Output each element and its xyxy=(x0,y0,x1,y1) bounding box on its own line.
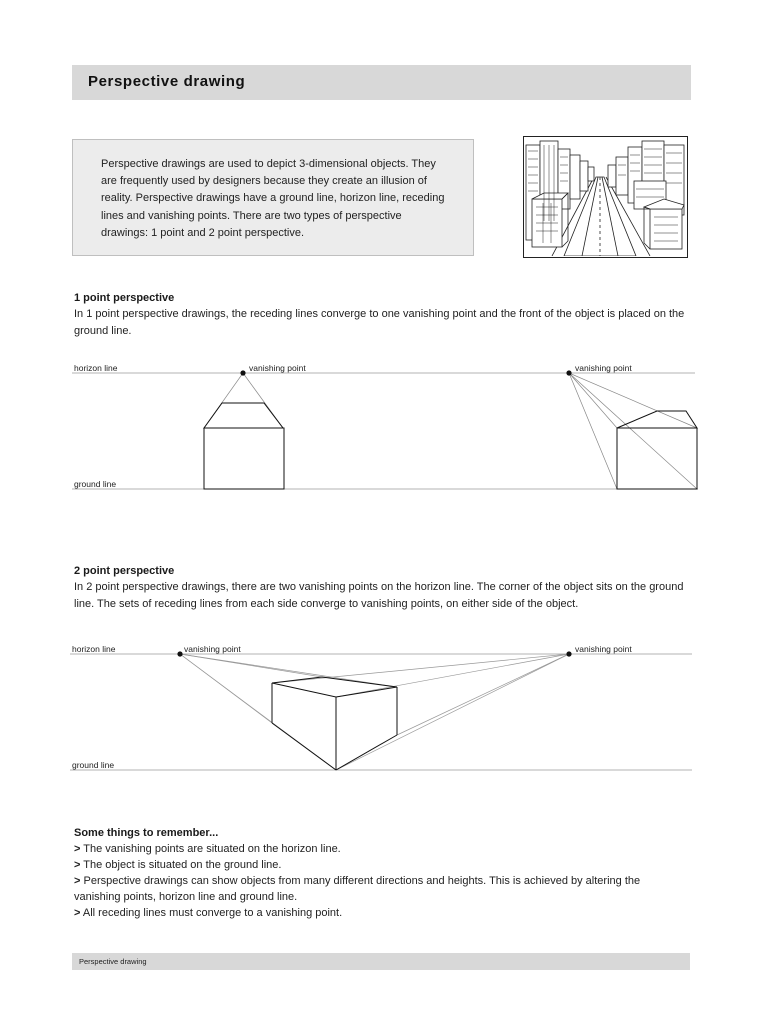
one-point-vp-label-right: vanishing point xyxy=(575,363,632,373)
two-point-horizon-label: horizon line xyxy=(72,644,116,654)
two-point-receding-lines xyxy=(180,654,569,770)
list-marker: > xyxy=(74,843,81,855)
intro-text: Perspective drawings are used to depict 3-dimensional objects. They are frequently used by designers because they create an illusion of reality. Perspective drawings have a ground line, horizon line, receding lines and vanishing points. There are two types of perspective drawings: 1 point and 2 point perspective. xyxy=(101,158,445,239)
two-point-vanishing-point-right xyxy=(566,651,571,656)
remember-section xyxy=(74,825,689,921)
two-point-vp-label-left: vanishing point xyxy=(184,644,241,654)
two-point-ground-label: ground line xyxy=(72,760,115,770)
one-point-vanishing-point-left xyxy=(240,370,245,375)
list-item: > The vanishing points are situated on the horizon line. xyxy=(74,843,341,855)
list-item: > All receding lines must converge to a vanishing point. xyxy=(74,907,343,919)
two-point-vp-label-right: vanishing point xyxy=(575,644,632,654)
one-point-vp-label-left: vanishing point xyxy=(249,363,306,373)
one-point-heading: 1 point perspective xyxy=(74,292,175,304)
two-point-text: In 2 point perspective drawings, there are two vanishing points on the horizon line. The corner of the object sits on the ground line. The sets of receding lines from each side converge to vanishing points, on either side of the object. xyxy=(74,581,684,610)
one-point-vanishing-point-right xyxy=(566,370,571,375)
remember-heading: Some things to remember... xyxy=(74,827,219,839)
one-point-side-cube xyxy=(569,373,697,489)
list-marker: > xyxy=(74,907,81,919)
one-point-horizon-label: horizon line xyxy=(74,363,118,373)
two-point-heading: 2 point perspective xyxy=(74,565,175,577)
city-street-perspective-icon xyxy=(523,136,688,258)
one-point-text: In 1 point perspective drawings, the receding lines converge to one vanishing point and the front of the object is placed on the ground line. xyxy=(74,308,685,337)
title-bar xyxy=(72,65,691,100)
list-marker: > xyxy=(74,859,81,871)
one-point-ground-label: ground line xyxy=(74,479,117,489)
two-point-vanishing-point-left xyxy=(177,651,182,656)
one-point-diagram xyxy=(0,355,768,500)
list-marker: > xyxy=(74,875,81,887)
intro-box xyxy=(72,139,474,256)
footer-text: Perspective drawing xyxy=(79,957,147,966)
one-point-front-cube xyxy=(204,373,284,489)
page-title: Perspective drawing xyxy=(88,73,246,90)
two-point-diagram xyxy=(0,636,768,781)
list-item: > The object is situated on the ground line. xyxy=(74,859,282,871)
remember-list xyxy=(74,841,689,921)
two-point-box xyxy=(272,677,397,770)
footer-bar xyxy=(72,953,690,970)
list-item: > Perspective drawings can show objects from many different directions and heights. This is achieved by altering the vanishing points, horizon line and ground line. xyxy=(74,875,641,903)
